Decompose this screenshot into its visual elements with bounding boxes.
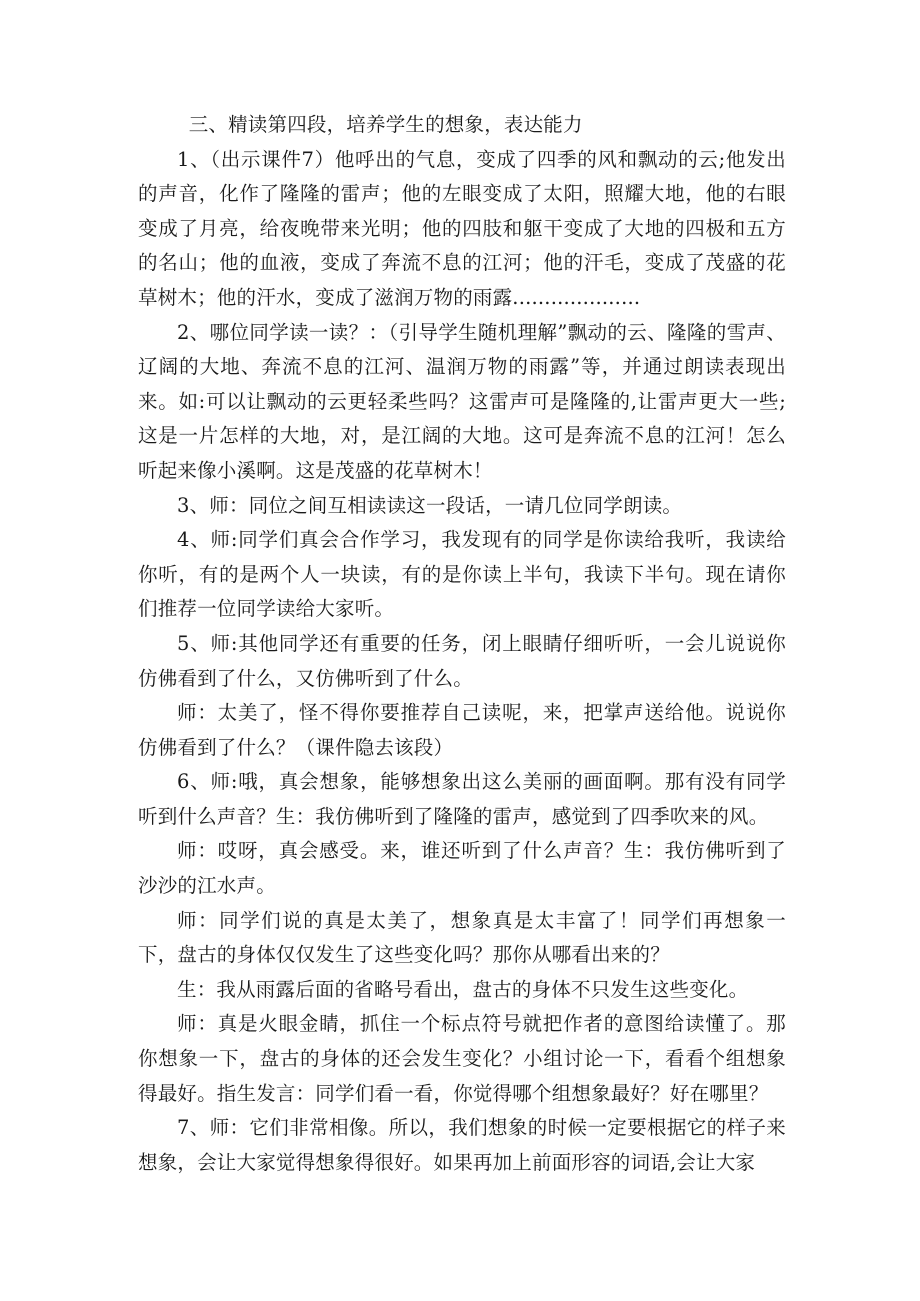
paragraph-9: 师：同学们说的真是太美了，想象真是太丰富了！同学们再想象一下，盘古的身体仅仅发生了这些变化吗？那你从哪看出来的？ — [138, 908, 786, 967]
paragraph-1: 1、（出示课件7）他呼出的气息，变成了四季的风和飘动的云;他发出的声音，化作了隆隆的雷声；他的左眼变成了太阳，照耀大地，他的右眼变成了月亮，给夜晚带来光明；他的四肢和躯干变成了大地的四极和五方的名山；他的血液，变成了奔流不息的江河；他的汗毛，变成了茂盛的花草树木；他的汗水，变成了滋润万物的雨露.................... — [138, 147, 786, 309]
paragraph-11: 师：真是火眼金睛，抓住一个标点符号就把作者的意图给读懂了。那你想象一下，盘古的身体的还会发生变化？小组讨论一下，看看个组想象得最好。指生发言：同学们看一看，你觉得哪个组想象最好？好在哪里？ — [138, 1012, 786, 1105]
document-body — [138, 108, 786, 1180]
paragraph-7: 6、师:哦，真会想象，能够想象出这么美丽的画面啊。那有没有同学听到什么声音？生：我仿佛听到了隆隆的雷声，感觉到了四季吹来的风。 — [138, 770, 786, 828]
paragraph-10: 生：我从雨露后面的省略号看出，盘古的身体不只发生这些变化。 — [177, 977, 749, 1001]
paragraph-2: 2、哪位同学读一读？：（引导学生随机理解”飘动的云、隆隆的雪声、辽阔的大地、奔流不息的江河、温润万物的雨露”等，并通过朗读表现出来。如:可以让飘动的云更轻柔些吗？这雷声可是隆隆的,让雷声更大一些;这是一片怎样的大地，对，是江阔的大地。这可是奔流不息的江河！怎么听起来像小溪啊。这是茂盛的花草树木！ — [138, 320, 786, 482]
paragraph-4: 4、师:同学们真会合作学习，我发现有的同学是你读给我听，我读给你听，有的是两个人一块读，有的是你读上半句，我读下半句。现在请你们推荐一位同学读给大家听。 — [138, 528, 786, 621]
paragraph-5: 5、师:其他同学还有重要的任务，闭上眼睛仔细听听，一会儿说说你仿佛看到了什么，又仿佛听到了什么。 — [138, 631, 786, 690]
paragraph-6: 师：太美了，怪不得你要推荐自己读呢，来，把掌声送给他。说说你仿佛看到了什么？（课件隐去该段） — [138, 701, 786, 759]
section-heading: 三、精读第四段，培养学生的想象，表达能力 — [188, 113, 583, 136]
paragraph-12: 7、师：它们非常相像。所以，我们想象的时候一定要根据它的样子来想象，会让大家觉得想象得很好。如果再加上前面形容的词语,会让大家 — [138, 1116, 786, 1174]
paragraph-3: 3、师：同位之间互相读读这一段话，一请几位同学朗读。 — [177, 493, 683, 517]
paragraph-8: 师：哎呀，真会感受。来，谁还听到了什么声音？生：我仿佛听到了沙沙的江水声。 — [138, 839, 786, 898]
